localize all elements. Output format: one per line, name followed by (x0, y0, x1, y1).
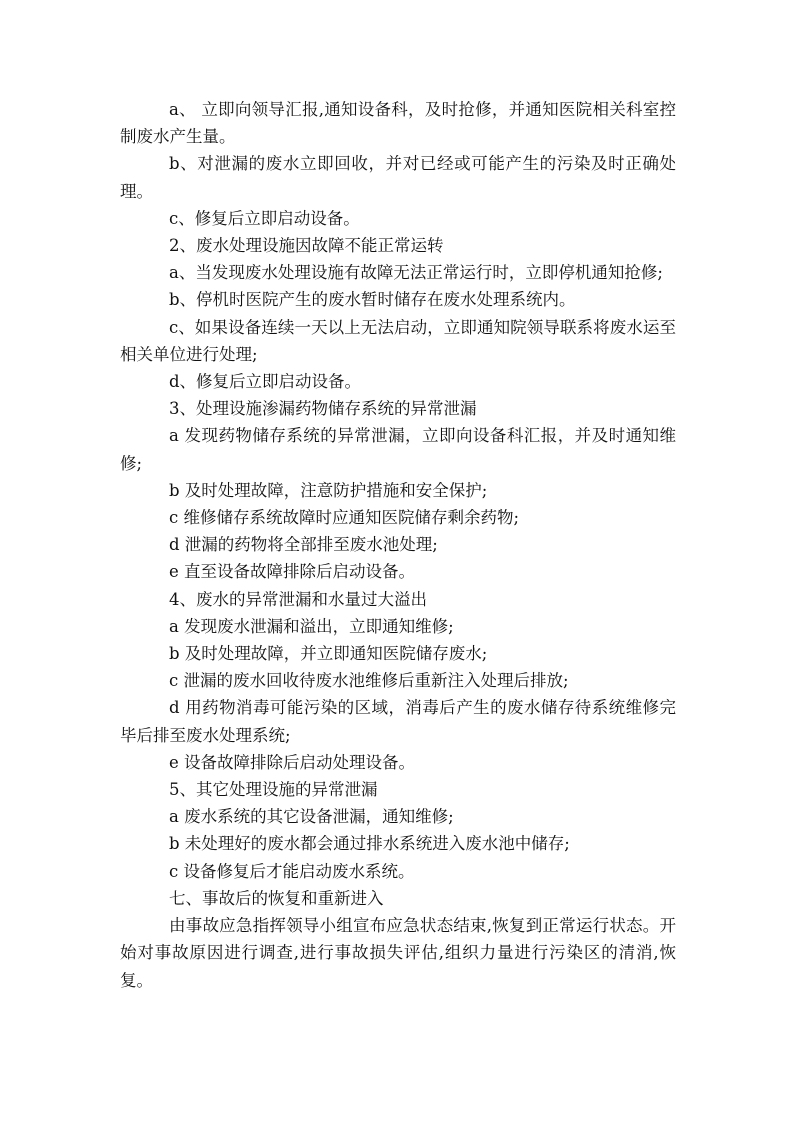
paragraph: c 设备修复后才能启动废水系统。 (169, 861, 415, 881)
paragraph: 由事故应急指挥领导小组宣布应急状态结束,恢复到正常运行状态。开始对事故原因进行调查,进行事故损失评估,组织力量进行污染区的清消,恢复。 (120, 916, 676, 990)
paragraph: b 及时处理故障，注意防护措施和安全保护; (169, 480, 488, 500)
paragraph: a、 立即向领导汇报,通知设备科，及时抢修，并通知医院相关科室控制废水产生量。 (120, 100, 676, 147)
section-heading: 七、事故后的恢复和重新进入 (169, 888, 384, 908)
paragraph: d、修复后立即启动设备。 (169, 372, 362, 392)
paragraph: b 未处理好的废水都会通过排水系统进入废水池中储存; (169, 834, 570, 854)
paragraph: c、修复后立即启动设备。 (169, 208, 360, 228)
paragraph: a、当发现废水处理设施有故障无法正常运行时，立即停机通知抢修; (169, 263, 663, 283)
paragraph: a 废水系统的其它设备泄漏，通知维修; (169, 807, 454, 827)
paragraph: e 直至设备故障排除后启动设备。 (169, 562, 416, 582)
paragraph: c 泄漏的废水回收待废水池维修后重新注入处理后排放; (169, 671, 569, 691)
paragraph: a 发现药物储存系统的异常泄漏，立即向设备科汇报，并及时通知维修; (120, 426, 676, 473)
section-heading: 3、处理设施渗漏药物储存系统的异常泄漏 (169, 399, 477, 419)
paragraph: d 用药物消毒可能污染的区域，消毒后产生的废水储存待系统维修完毕后排至废水处理系统; (120, 698, 676, 745)
paragraph: a 发现废水泄漏和溢出，立即通知维修; (169, 616, 454, 636)
paragraph: b、停机时医院产生的废水暂时储存在废水处理系统内。 (169, 290, 576, 310)
paragraph: b 及时处理故障，并立即通知医院储存废水; (169, 644, 488, 664)
section-heading: 5、其它处理设施的异常泄漏 (169, 780, 378, 800)
paragraph: c 维修储存系统故障时应通知医院储存剩余药物; (169, 508, 520, 528)
document-body (120, 96, 676, 994)
paragraph: d 泄漏的药物将全部排至废水池处理; (169, 535, 438, 555)
paragraph: c、如果设备连续一天以上无法启动，立即通知院领导联系将废水运至相关单位进行处理; (120, 317, 676, 364)
section-heading: 4、废水的异常泄漏和水量过大溢出 (169, 589, 427, 609)
paragraph: e 设备故障排除后启动处理设备。 (169, 752, 416, 772)
section-heading: 2、废水处理设施因故障不能正常运转 (169, 236, 444, 256)
paragraph: b、对泄漏的废水立即回收，并对已经或可能产生的污染及时正确处理。 (120, 154, 676, 201)
